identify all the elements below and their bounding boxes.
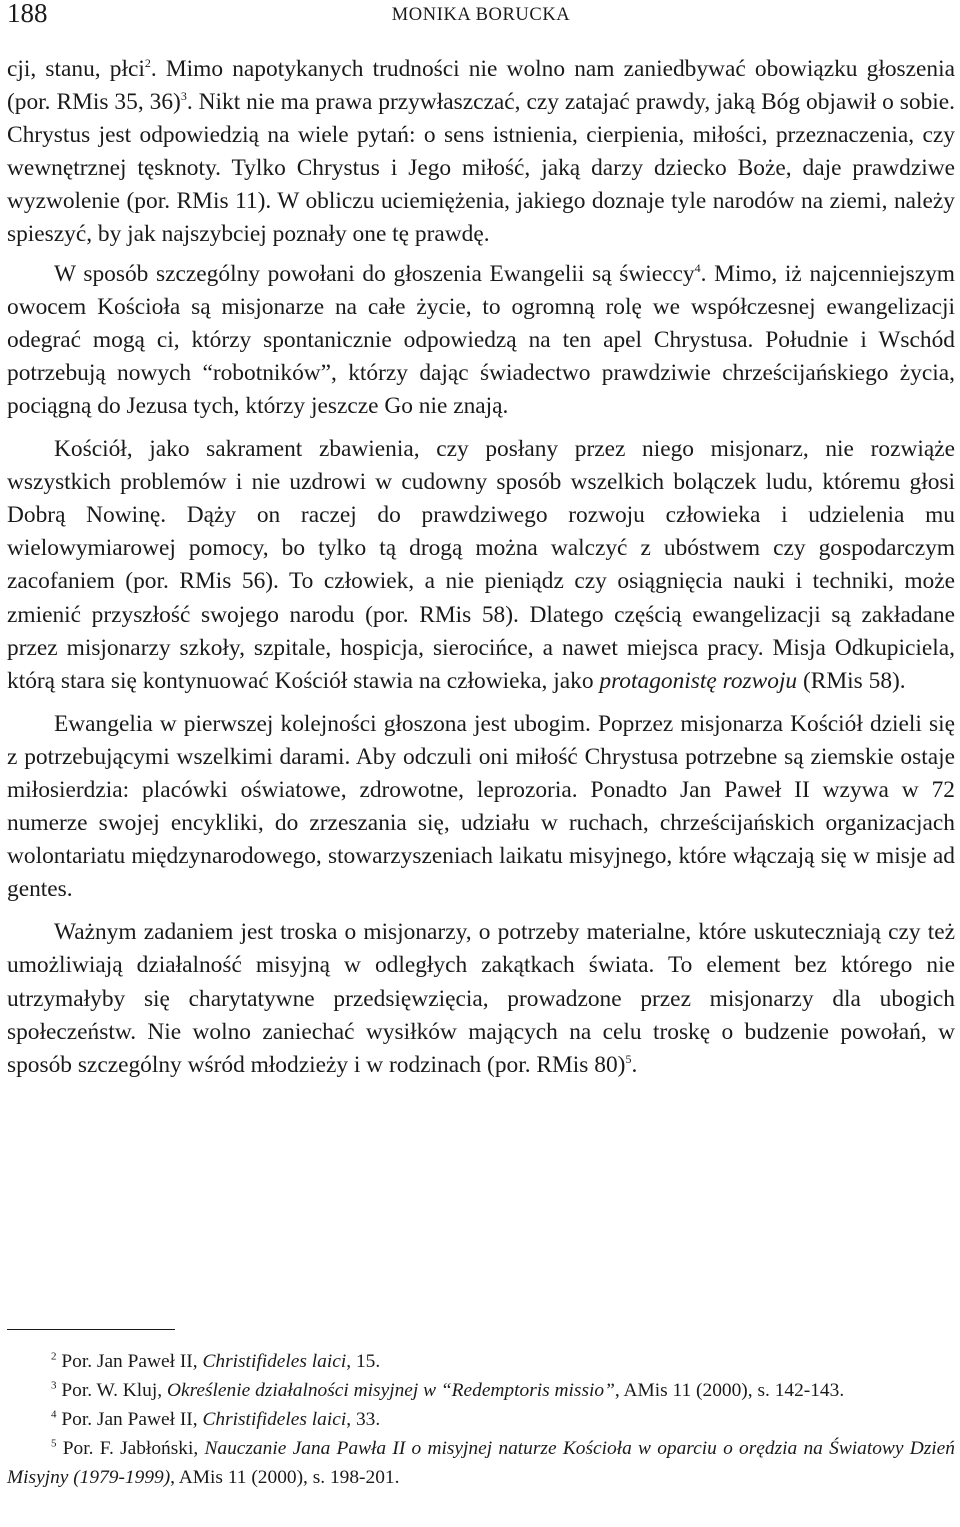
footnote-title: Christifideles laici bbox=[202, 1351, 347, 1372]
paragraph-1-text-c: . Nikt nie ma prawa przywłaszczać, czy zatajać prawdy, jaką Bóg objawił o sobie. Chrystus jest odpowiedzią na wiele pytań: o sens istnienia, cierpienia, miłości, przeznaczenia, czy wewnętrznej tęsknoty. Tylko Chrystus i Jego miłość, jaką darzy dziecko Boże, daje prawdziwe wyzwolenie (por. RMis 11). W obliczu uciemiężenia, jakiego doznaje tyle narodów na ziemi, należy spieszyć, by jak najszybciej poznały one tę prawdę. bbox=[7, 89, 955, 248]
page-header bbox=[7, 0, 955, 30]
paragraph-1-text-b: . Mimo napotykanych trudności nie wolno nam zaniedbywać obowiązku głoszenia (por. RMis 35, 36) bbox=[7, 56, 955, 116]
footnote-text-b: , AMis 11 (2000), s. 198-201. bbox=[170, 1466, 400, 1488]
paragraph-5 bbox=[7, 916, 955, 1081]
footnote-title: Określenie działalności misyjnej w “Redemptoris missio” bbox=[166, 1379, 615, 1401]
footnote-text-a: Por. W. Kluj, bbox=[56, 1379, 167, 1401]
footnote-2 bbox=[7, 1348, 955, 1377]
footnote-title: Christifideles laici bbox=[202, 1408, 347, 1430]
footnote-ref-2[interactable]: 2 bbox=[144, 56, 151, 71]
footnote-ref-3[interactable]: 3 bbox=[180, 89, 187, 104]
paragraph-4-text: Ewangelia w pierwszej kolejności głoszona jest ubogim. Poprzez misjonarza Kościół dzieli się z potrzebującymi wszelkimi darami. Aby odczuli oni miłość Chrystusa potrzebne są ziemskie ostaje miłosierdzia: placówki oświatowe, zdrowotne, leprozoria. Ponadto Jan Paweł II wzywa w 72 numerze swojej encykliki, do zrzeszania się, udziału w ruchach, chrześcijańskich organizacjach wolontariatu międzynarodowego, stowarzyszeniach laikatu misyjnego, które włączają się w misje ad gentes. bbox=[7, 710, 955, 903]
page-number: 188 bbox=[7, 0, 48, 28]
paragraph-2-text-a: W sposób szczególny powołani do głoszenia Ewangelii są świeccy bbox=[54, 260, 695, 287]
footnote-text-a: Por. F. Jabłoński, bbox=[56, 1437, 205, 1459]
footnote-5 bbox=[7, 1435, 955, 1493]
footnote-text-b: , AMis 11 (2000), s. 142-143. bbox=[614, 1379, 845, 1401]
footnote-divider bbox=[7, 1329, 175, 1330]
paragraph-4 bbox=[7, 708, 955, 907]
footnote-number: 3 bbox=[51, 1379, 57, 1392]
footnote-number: 5 bbox=[51, 1437, 57, 1450]
footnotes bbox=[7, 1348, 955, 1493]
paragraph-2 bbox=[7, 258, 955, 423]
footnote-number: 2 bbox=[51, 1350, 57, 1363]
paragraph-3 bbox=[7, 433, 955, 698]
footnote-3 bbox=[7, 1377, 955, 1406]
paragraph-5-text-b: . bbox=[631, 1051, 638, 1078]
paragraph-3-text-b: (RMis 58). bbox=[797, 667, 906, 694]
main-text bbox=[7, 53, 955, 1088]
footnote-text-a: Por. Jan Paweł II, bbox=[56, 1351, 203, 1372]
footnote-number: 4 bbox=[51, 1408, 57, 1421]
paragraph-1 bbox=[7, 53, 955, 252]
running-head: MONIKA BORUCKA bbox=[391, 5, 571, 25]
paragraph-3-italic: protagonistę rozwoju bbox=[599, 667, 798, 694]
footnote-text-a: Por. Jan Paweł II, bbox=[56, 1408, 203, 1430]
footnote-ref-4[interactable]: 4 bbox=[694, 260, 701, 275]
footnote-4 bbox=[7, 1406, 955, 1435]
paragraph-5-text-a: Ważnym zadaniem jest troska o misjonarzy, o potrzeby materialne, które uskuteczniają czy też umożliwiają działalność misyjną w odległych zakątkach świata. To element bez którego nie utrzymałyby się charytatywne przedsięwzięcia, prowadzone przez misjonarzy dla ubogich społeczeństw. Nie wolno zaniechać wysiłków mających na celu troskę o budzenie powołań, w sposób szczególny wśród młodzieży i w rodzinach (por. RMis 80) bbox=[7, 919, 955, 1078]
footnote-ref-5[interactable]: 5 bbox=[625, 1051, 632, 1066]
footnote-text-b: , 33. bbox=[346, 1408, 381, 1430]
footnote-title: Nauczanie Jana Pawła II o misyjnej naturze Kościoła w oparciu o orędzia na Światowy Dzień Misyjny (1979-1999) bbox=[7, 1437, 955, 1488]
paragraph-3-text-a: Kościół, jako sakrament zbawienia, czy posłany przez niego misjonarz, nie rozwiąże wszystkich problemów i nie uzdrowi w cudowny sposób wszelkich bolączek ludu, któremu głosi Dobrą Nowinę. Dąży on raczej do prawdziwego rozwoju człowieka i udzielenia mu wielowymiarowej pomocy, bo tylko tą drogą można walczyć z ubóstwem czy gospodarczym zacofaniem (por. RMis 56). To człowiek, a nie pieniądz czy osiągnięcia nauki i techniki, może zmienić przyszłość swojego narodu (por. RMis 58). Dlatego częścią ewangelizacji są zakładane przez misjonarzy szkoły, szpitale, hospicja, sierocińce, a nawet miejsca pracy. Misja Odkupiciela, którą stara się kontynuować Kościół stawia na człowieka, jako bbox=[7, 436, 955, 694]
footnote-text-b: , 15. bbox=[346, 1351, 381, 1372]
paragraph-1-text-a: cji, stanu, płci bbox=[7, 56, 145, 82]
paragraph-2-text-b: . Mimo, iż najcenniejszym owocem Kościoła są misjonarze na całe życie, to ogromną rolę we współczesnej ewangelizacji odegrać mogą ci, którzy spontanicznie odpowiedzą na ten apel Chrystusa. Południe i Wschód potrzebują nowych “robotników”, którzy dając świadectwo prawdziwie chrześcijańskiego życia, pociągną do Jezusa tych, którzy jeszcze Go nie znają. bbox=[7, 260, 955, 419]
